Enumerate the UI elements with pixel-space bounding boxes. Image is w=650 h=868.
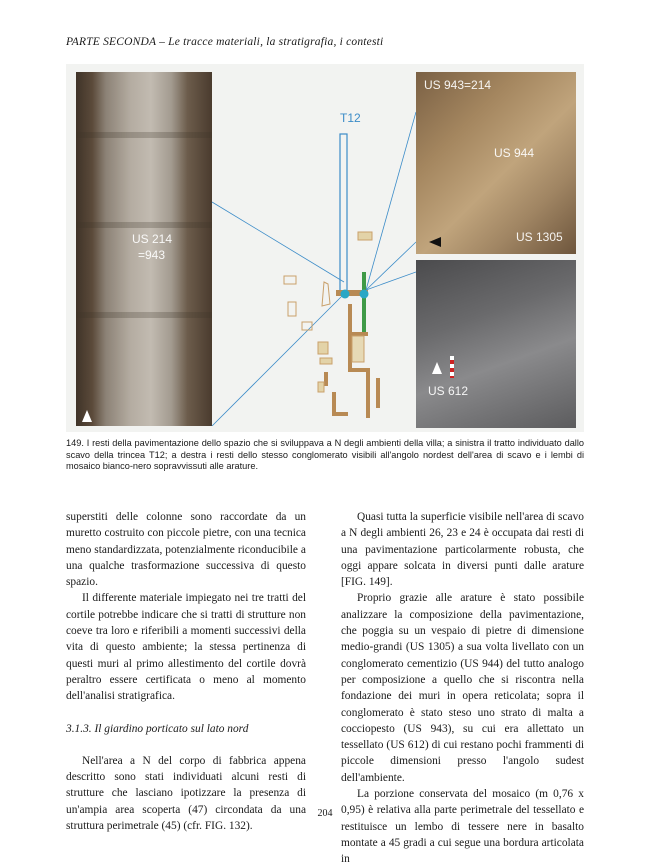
paragraph: Il differente materiale impiegato nei tre tratti del cortile potrebbe indicare che si tratti di strutture non coeve tra loro e riferibili a momenti successivi della vita di questo ambiente; la stessa pertinenza di questi muri al primo allestimento del cortile dovrà peraltro essere certificata o meno al momento dell'analisi stratigrafica. (66, 592, 306, 703)
connector-line-right-top (366, 112, 416, 290)
br-label: US 612 (428, 384, 469, 398)
left-photo-label-1: US 214 (132, 232, 173, 246)
paragraph: superstiti delle colonne sono raccordate da un muretto costruito con piccole pietre, con una tecnica meno standardizzata, potenzialmente riconducibile a una qualche trasformazione successiva di questo spazio. (66, 511, 306, 589)
plan-structure-2 (288, 302, 296, 316)
plan-wall-8 (376, 378, 380, 408)
connector-line-left-top (212, 202, 344, 282)
connector-line-right-mid (366, 242, 416, 290)
north-arrow-icon (82, 410, 92, 422)
section-title: Il giardino porticato sul lato nord (94, 722, 249, 735)
plan-structure-5 (320, 358, 332, 364)
map-trench-label: T12 (340, 111, 361, 125)
section-heading (66, 721, 306, 737)
plan-structure-6 (352, 336, 364, 362)
plan-wall-green (362, 272, 366, 332)
connector-line-right-bottom (366, 272, 416, 290)
tr-label-1: US 943=214 (424, 78, 492, 92)
figure-caption: 149. I resti della pavimentazione dello spazio che si sviluppava a N degli ambienti della villa; a sinistra il tratto individuato dallo scavo della trincea T12; a destra i resti dello stesso conglomerato visibili all'angolo nordest dell'area di scavo e i lembi di mosaico bianco-nero sopravvissuti alle arature. (66, 438, 584, 472)
figure-149 (66, 64, 584, 432)
plan-wall-3 (348, 332, 368, 336)
tr-label-3: US 1305 (516, 230, 563, 244)
text-column-left (66, 509, 306, 834)
plan-wall-9 (324, 372, 328, 386)
paragraph: La porzione conservata del mosaico (m 0,76 x 0,95) è relativa alla parte perimetrale del tessellato e restituisce un lembo di tessere nere in basalto montate a 45 gradi a cui segue una bordura articolata in (341, 788, 584, 866)
plan-marker-2 (360, 290, 369, 299)
section-number: 3.1.3. (66, 722, 92, 735)
detail-photo-top-right (416, 72, 576, 254)
page-number: 204 (317, 808, 333, 819)
plan-structure-9 (322, 282, 330, 306)
scale-bar-icon (450, 356, 454, 378)
trench-t12 (340, 134, 347, 294)
site-plan (206, 72, 416, 426)
plan-structure-3 (302, 322, 312, 330)
mosaic-photo-bottom-right (416, 260, 576, 428)
trench-photo-left (76, 72, 212, 426)
plan-wall-4 (348, 368, 370, 372)
plan-structure-7 (318, 382, 324, 392)
plan-wall-7 (332, 412, 348, 416)
paragraph: Proprio grazie alle arature è stato possibile analizzare la composizione della pavimentazione, che poggia su un vespaio di pietre di dimensione medio-grandi (US 1305) a sua volta livellato con un conglomerato cementizio (US 944) del tutto analogo per composizione a quello che si riscontra nella fondazione dei muri in opera reticolata; sopra il conglomerato è stato steso uno strato di malta a cocciopesto (US 943), su cui era allettato un tessellato (US 612) di cui restano pochi frammenti di piccole dimensioni presso l'angolo sudest dell'ambiente. (341, 592, 584, 784)
tr-label-2: US 944 (494, 146, 535, 160)
plan-structure-8 (358, 232, 372, 240)
left-photo-label-2: =943 (138, 248, 166, 262)
plan-structure-1 (284, 276, 296, 284)
paragraph: Quasi tutta la superficie visibile nell'area di scavo a N degli ambienti 26, 23 e 24 è occupata dai resti di una pavimentazione particolarmente robusta, che oggi appare solcata in diversi punti dalle arature [FIG. 149]. (341, 511, 584, 589)
plan-structure-4 (318, 342, 328, 354)
north-arrow-icon (429, 237, 441, 247)
plan-wall-5 (366, 372, 370, 418)
running-head: PARTE SECONDA – Le tracce materiali, la stratigrafia, i contesti (66, 36, 384, 48)
north-arrow-icon (432, 362, 442, 374)
plan-marker-1 (341, 290, 350, 299)
paragraph: Nell'area a N del corpo di fabbrica appena descritto sono stati individuati alcuni resti di strutture che lasciano ipotizzare la presenza di un'ampia area scoperta (47) circondata da una struttura perimetrale (45) (cfr. FIG. 132). (66, 754, 306, 833)
